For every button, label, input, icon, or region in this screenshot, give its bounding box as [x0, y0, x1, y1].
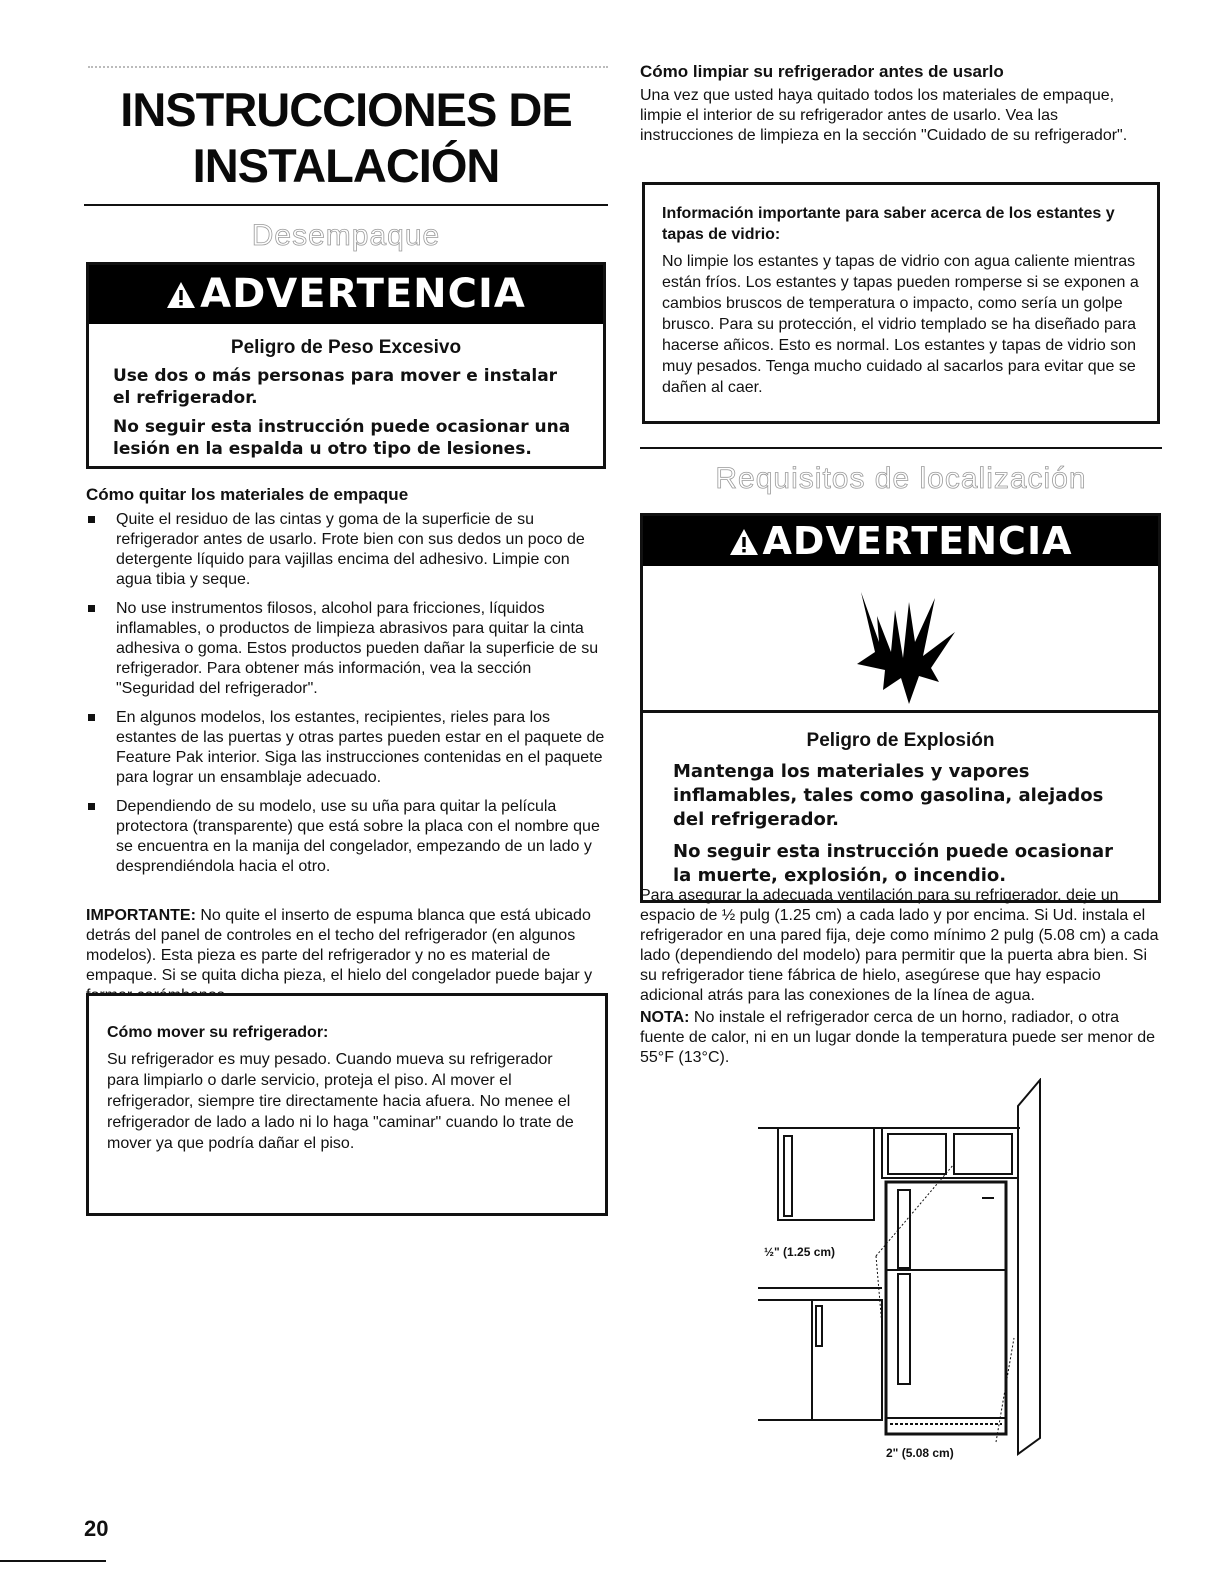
important-paragraph	[86, 906, 608, 1006]
move-box-text: Su refrigerador es muy pesado. Cuando mueva su refrigerador para limpiarlo o darle servicio, proteja el piso. Al mover el refrigerador, siempre tire directamente hacia afuera. No menee el refrigerador de lado a lado ni lo haga "caminar" cuando lo trate de mover ya que podría dañar el piso.	[107, 1051, 574, 1152]
list-item: Dependiendo de su modelo, use su uña para quitar la película protectora (transparente) que está sobre la placa con el nombre que se encuentra en la manija del congelador, empezando de un lado y desprendiéndola hacia el otro.	[84, 797, 608, 877]
title-line-1: INSTRUCCIONES DE	[120, 83, 572, 136]
clean-text: Una vez que usted haya quitado todos los materiales de empaque, limpie el interior de su refrigerador antes de usarlo. Vea las instrucciones de limpieza en la sección "Cuidado de su refrigerador".	[640, 87, 1128, 144]
important-text: No quite el inserto de espuma blanca que está ubicado detrás del panel de controles en el techo del refrigerador (en algunos modelos). Esta pieza es parte del refrigerador y no es material de empaque. Si se quita dicha pieza, el hielo del congelador puede bajar y	[86, 907, 593, 984]
warning-triangle-icon	[729, 516, 759, 566]
top-dotted-rule	[88, 66, 608, 70]
clean-heading: Cómo limpiar su refrigerador antes de usarlo	[640, 62, 1004, 81]
clearance-label-half: ½" (1.25 cm)	[764, 1245, 836, 1259]
warning-triangle-icon	[166, 265, 196, 324]
page-number: 20	[84, 1516, 109, 1541]
list-item: No use instrumentos filosos, alcohol para fricciones, líquidos inflamables, o productos de limpieza abrasivos para quitar la cinta adhesiva o goma. Estos productos pueden dañar la superficie de su refrigerador. Para obtener más información, vea la sección "Seguridad del refrigerador".	[84, 599, 608, 699]
list-item: En algunos modelos, los estantes, recipientes, rieles para los estantes de las puertas y otras partes pueden estar en el paquete de Feature Pak interior. Siga las instrucciones contenidas en el paquete para lograr un ensamblaje adecuado.	[84, 708, 608, 788]
page-title	[84, 84, 608, 192]
remove-packing-list	[84, 510, 608, 886]
explosion-icon	[643, 566, 1158, 713]
hazard-text-2: No seguir esta instrucción puede ocasionar una lesión en la espalda u otro tipo de lesiones.	[113, 417, 571, 459]
hazard-text-1: Use dos o más personas para mover e instalar el refrigerador.	[113, 366, 558, 408]
bottom-rule	[0, 1560, 106, 1562]
note-paragraph	[640, 1008, 1162, 1068]
list-item: Quite el residuo de las cintas y goma de la superficie de su refrigerador antes de usarlo. Frote bien con sus dedos un poco de detergente líquido para vajillas encima del adhesivo. Limpie con agua tibia y seque.	[84, 510, 608, 590]
hazard-title: Peligro de Peso Excesivo	[230, 337, 462, 358]
warning-banner	[89, 265, 603, 324]
clearance-label-two: 2" (5.08 cm)	[886, 1446, 954, 1460]
glass-box-text: No limpie los estantes y tapas de vidrio con agua caliente mientras están fríos. Los estantes y tapas pueden romperse si se exponen a cambios bruscos de temperatura o impacto, como sería un golpe brusco. Para su protección, el vidrio templado se ha diseñado para hacerse añicos. Esto es normal. Los estantes y tapas de vidrio son muy pesados. Tenga mucho cuidado al sacarlos para evitar que se dañen al caer.	[662, 253, 1139, 396]
warning-box-explosion	[640, 513, 1161, 903]
remove-packing-heading: Cómo quitar los materiales de empaque	[86, 485, 409, 504]
hazard-text-1: Mantenga los materiales y vapores inflamables, tales como gasolina, alejados del refrigerador.	[673, 761, 1104, 830]
note-text: No instale el refrigerador cerca de un horno, radiador, o otra fuente de calor, ni en un lugar donde la temperatura puede ser menor de 55°F (13°C).	[640, 1009, 1156, 1066]
location-text: Para asegurar la adecuada ventilación para su refrigerador, deje un espacio de ½ pulg (1.25 cm) a cada lado y por encima. Si Ud. instala el refrigerador en una pared fija, deje como mínimo 2 pulg (5.08 cm) a cada lado (dependiendo del modelo) para permitir que la puerta abra bien. Si su refrigerador tiene fábrica de hielo, asegúrese que hay espacio adicional atrás para las conexiones de la línea de agua.	[640, 887, 1159, 1004]
important-label: IMPORTANTE:	[86, 907, 196, 924]
hazard-text-2: No seguir esta instrucción puede ocasionar la muerte, explosión, o incendio.	[673, 841, 1114, 886]
section-heading-location: Requisitos de localización	[715, 462, 1087, 495]
warning-banner	[643, 516, 1158, 566]
glass-box-title: Información importante para saber acerca de los estantes y tapas de vidrio:	[662, 205, 1115, 243]
warning-banner-text: ADVERTENCIA	[200, 271, 526, 317]
hazard-title: Peligro de Explosión	[806, 730, 995, 751]
title-rule	[84, 204, 608, 206]
warning-banner-text: ADVERTENCIA	[762, 519, 1073, 563]
title-line-2: INSTALACIÓN	[192, 139, 500, 192]
move-refrigerator-box	[86, 993, 608, 1216]
move-box-title: Cómo mover su refrigerador:	[107, 1024, 329, 1041]
glass-shelves-box	[642, 182, 1160, 424]
location-rule	[640, 447, 1162, 449]
clearance-diagram	[758, 1078, 1058, 1460]
note-label: NOTA:	[640, 1009, 690, 1026]
section-heading-unpack: Desempaque	[251, 219, 441, 252]
warning-box-weight	[86, 262, 606, 469]
